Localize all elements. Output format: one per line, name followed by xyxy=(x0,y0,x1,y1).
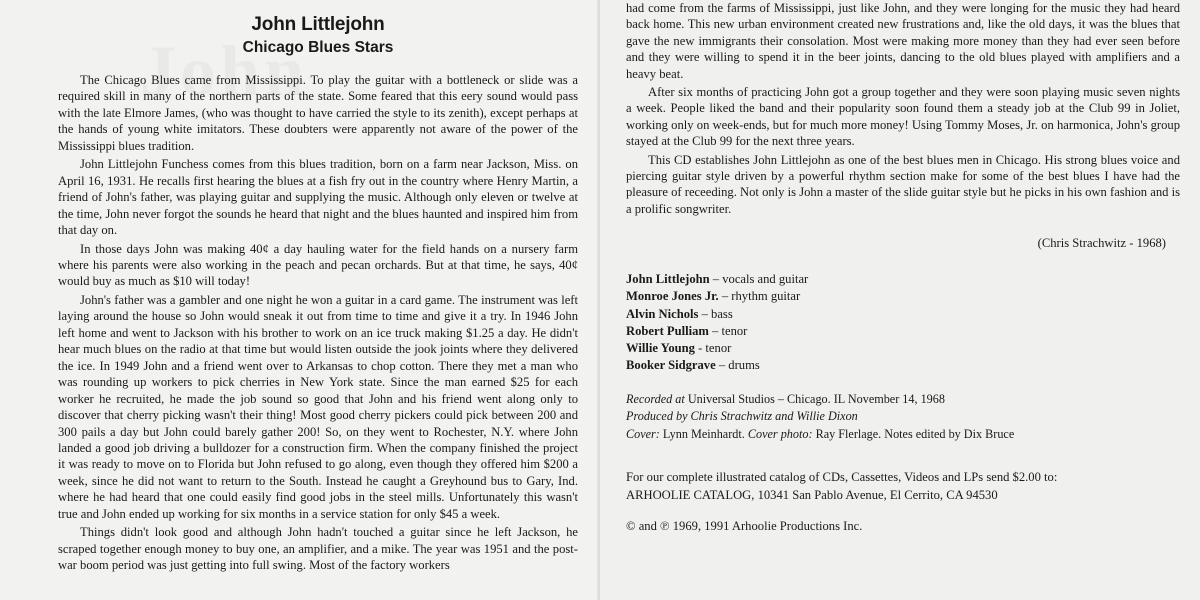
personnel-entry xyxy=(626,323,1180,340)
liner-paragraph: In those days John was making 40¢ a day hauling water for the field hands on a nursery farm where his parents were also working in the peach and pecan orchards. But at that time, he says, 40¢ would buy as much as $10 will today! xyxy=(58,241,578,289)
musician-name: Robert Pulliam xyxy=(626,323,709,338)
musician-name: John Littlejohn xyxy=(626,272,710,287)
recorded-text: Universal Studios – Chicago. IL November 14, 1968 xyxy=(684,391,945,406)
recorded-label: Recorded at xyxy=(626,391,685,406)
musician-role: – rhythm guitar xyxy=(718,289,801,304)
liner-paragraph-continued: had come from the farms of Mississippi, just like John, and they were longing for the music they had heard back home. This new urban environment created new frustrations and, like the old days, it was the blues that gave the new immigrants their consolation. Most were making more money than they had ever seen before and they were willing to spend it in the beer joints, dancing to the old blues played with amplifiers and a heavy beat. xyxy=(626,1,1180,81)
musician-role: – tenor xyxy=(708,323,748,338)
recorded-at-line xyxy=(626,391,1180,409)
produced-by-line: Produced by Chris Strachwitz and Willie Dixon xyxy=(626,409,858,423)
musician-role: – bass xyxy=(698,306,733,321)
notes-author-credit: (Chris Strachwitz - 1968) xyxy=(1037,236,1166,251)
musician-name: Willie Young xyxy=(626,341,695,356)
cover-label: Cover: xyxy=(626,426,660,441)
personnel-list xyxy=(626,271,1180,374)
cover-text: Lynn Meinhardt. xyxy=(659,426,748,441)
liner-paragraph: The Chicago Blues came from Mississippi. To play the guitar with a bottleneck or slide was a required skill in many of the northern parts of the state. Some feared that this eery sound would pass with the late Elmore James, (who was thought to have carried the style to its zenith), except perhaps at the hands of young white imitators. These doubters were apparently not aware of the power of the Mississippi blues tradition. xyxy=(58,73,578,153)
liner-paragraph: This CD establishes John Littlejohn as one of the best blues men in Chicago. His strong blues voice and piercing guitar style driven by a powerful rhythm section make for some of the best blues I have had the pleasure of receeding. Not only is John a master of the slide guitar style but he picks in his own fashion and is a prolific songwriter. xyxy=(626,152,1180,216)
personnel-entry xyxy=(626,357,1180,374)
musician-name: Monroe Jones Jr. xyxy=(626,289,719,304)
catalog-offer xyxy=(626,469,1180,504)
musician-role: – drums xyxy=(715,358,760,373)
cover-photo-text: Ray Flerlage. Notes edited by Dix Bruce xyxy=(812,426,1015,441)
personnel-entry xyxy=(626,340,1180,357)
liner-paragraph: Things didn't look good and although John hadn't touched a guitar since he left Jackson, he scraped together enough money to buy one, an amplifier, and a mike. The year was 1951 and the post-war boom period was just getting into full swing. Most of the factory workers xyxy=(58,525,578,573)
liner-heading xyxy=(58,14,578,58)
cover-photo-label: Cover photo: xyxy=(747,426,813,441)
copyright-notice: © and ℗ 1969, 1991 Arhoolie Productions Inc. xyxy=(626,519,863,533)
catalog-address: ARHOOLIE CATALOG, 10341 San Pablo Avenue, El Cerrito, CA 94530 xyxy=(626,487,998,502)
album-subtitle: Chicago Blues Stars xyxy=(242,39,394,56)
liner-paragraph: John's father was a gambler and one night he won a guitar in a card game. The instrument was left laying around the house so John would sneak it out from time to time and give it a try. In 1946 John left home and went to Jackson with his brother to work on an ice truck making $1.25 a day. He didn't hear much blues on the radio at that time but would listen outside the jook joints where they delivered the ice. In 1949 John and a friend went over to Arkansas to chop cotton. There they met a man who was rounding up workers to pick cherries in New York state. Since the man earned $25 for each worker he recruited, he made the job sound so good that John and his friend went along only to discover that cherry picking wasn't their thing! Most good cherry pickers could pick between 200 and 300 pails a day but John could barely gather 200! So, on they went to Rochester, N.Y. where John landed a good job driving a bulldozer for a construction firm. When the company finished the project it was ready to move on to Florida but John refused to go along, even though they offered him $200 a week, since he did not want to return to the South. Instead he caught a Greyhound bus to Gary, Ind. where he had heard that one could easily find good jobs in the steel mills. Unfortunately this wasn't true and John ended up working for six months in a service station for only $45 a week. xyxy=(58,292,578,521)
musician-name: Alvin Nichols xyxy=(626,306,699,321)
musician-name: Booker Sidgrave xyxy=(626,358,716,373)
musician-role: - tenor xyxy=(694,341,732,356)
personnel-entry xyxy=(626,288,1180,305)
right-page xyxy=(600,0,1200,600)
liner-paragraph: After six months of practicing John got a group together and they were soon playing music seven nights a week. People liked the band and their popularity soon found them a steady job at the Club 99 in Joliet, working only on week-ends, but for much more money! Using Tommy Moses, Jr. on harmonica, John's group stayed at the Club 99 for the next three years. xyxy=(626,85,1180,149)
personnel-entry xyxy=(626,306,1180,323)
personnel-entry xyxy=(626,271,1180,288)
catalog-line: For our complete illustrated catalog of CDs, Cassettes, Videos and LPs send $2.00 to: xyxy=(626,470,1058,484)
liner-paragraph: John Littlejohn Funchess comes from this blues tradition, born on a farm near Jackson, Miss. on April 16, 1931. He recalls first hearing the blues at a fish fry out in the country where Henry Martin, a friend of John's father, was playing guitar and supplying the music. Although only eleven or twelve at the time, John never forgot the sounds he heard that night and the blues haunted and inspired him from that day on. xyxy=(58,157,578,238)
cover-credit-line xyxy=(626,426,1180,444)
artist-name: John Littlejohn xyxy=(251,14,385,35)
musician-role: – vocals and guitar xyxy=(709,272,809,287)
recording-credits xyxy=(626,391,1180,444)
